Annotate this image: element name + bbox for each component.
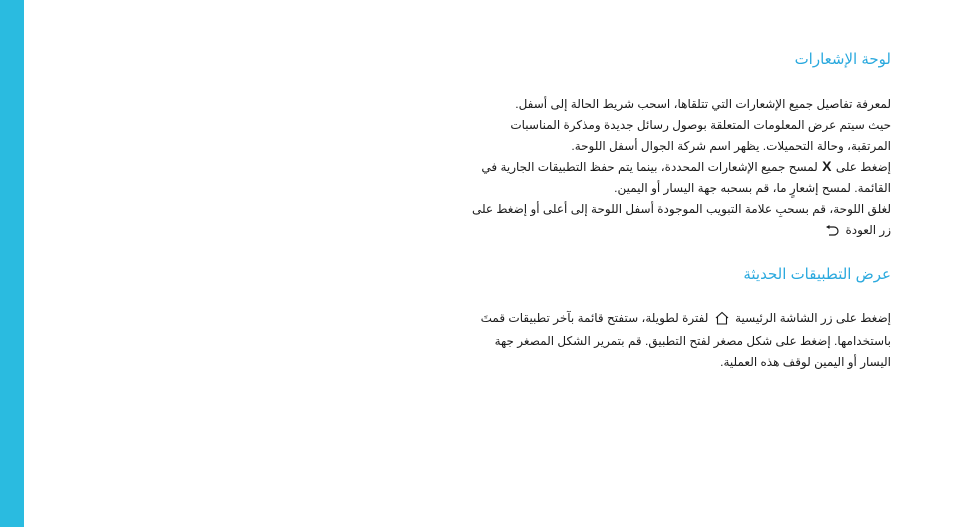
- recent-apps-text-start: إضغط على زر الشاشة الرئيسية: [735, 310, 891, 325]
- clear-x-icon: X: [822, 158, 832, 175]
- notifications-line-4-text: لغلق اللوحة، قم بسحبِ علامة التبويب الموجودة أسفل اللوحة إلى أعلى أو إضغط على زر العودة: [471, 201, 891, 237]
- recent-apps-title: عرض التطبيقات الحديثة: [743, 265, 891, 283]
- notifications-line-3: [471, 156, 891, 199]
- recent-apps-line-1: [471, 308, 891, 373]
- recent-apps-text-end: لفترة لطويلة، ستفتح قائمة بآخر تطبيقات قمتَ باستخدامها. إضغط على شكل مصغر لفتح التطبيق. قم بتمرير الشكل المصغر جهة اليسار أو اليمين لوقف هذه العملية.: [480, 310, 891, 370]
- notifications-body: [471, 94, 891, 244]
- notifications-title: لوحة الإشعارات: [794, 51, 891, 68]
- notifications-line-4: [471, 199, 891, 244]
- page-content: [471, 48, 891, 373]
- side-accent-bar: [0, 0, 24, 527]
- notifications-line-1: لمعرفة تفاصيل جميع الإشعارات التي تتلقاها، اسحب شريط الحالة إلى أسفل.: [515, 97, 891, 111]
- notifications-line-3-start: إضغط على: [835, 160, 891, 175]
- notifications-line-3-end: لمسح جميع الإشعارات المحددة، بينما يتم حفظ التطبيقات الجارية في القائمة. لمسح إشعارٍ ما، قم بسحبه جهة اليسار أو اليمين.: [481, 160, 891, 196]
- home-icon: [714, 311, 730, 332]
- back-icon: [824, 223, 840, 244]
- notifications-line-2: حيث سيتم عرض المعلومات المتعلقة بوصول رسائل جديدة ومذكرة المناسبات المرتقبة، وحالة التحميلات. يظهر اسم شركة الجوال أسفل اللوحة.: [510, 117, 891, 153]
- recent-apps-body: [471, 308, 891, 373]
